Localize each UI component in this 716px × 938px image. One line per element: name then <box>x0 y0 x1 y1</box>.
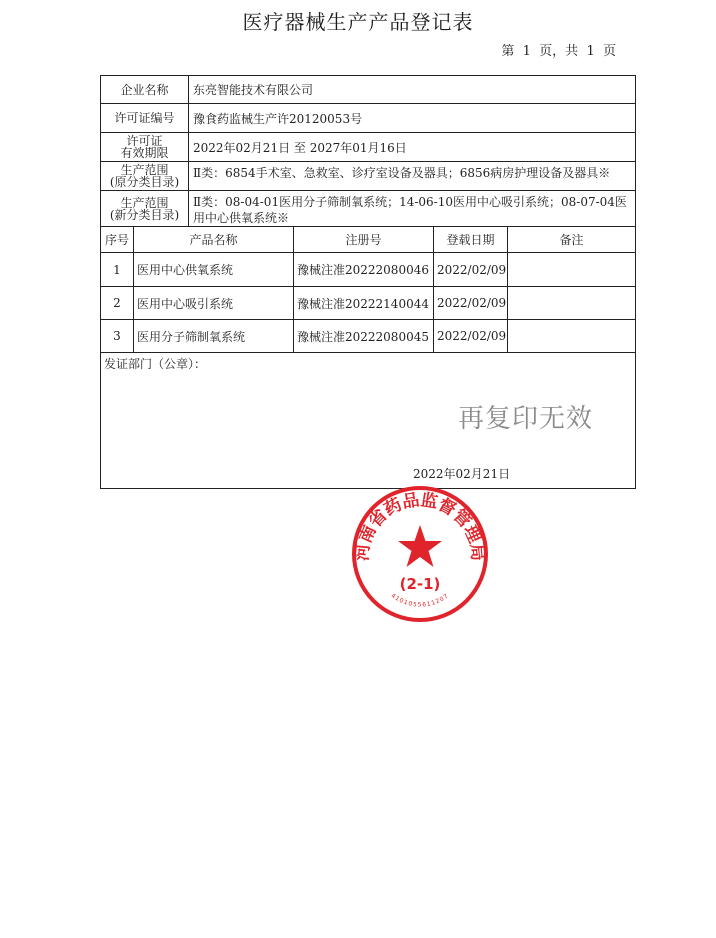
field-row-company <box>101 76 635 104</box>
page-total: 1 <box>586 44 595 59</box>
product-name: 医用中心供氧系统 <box>134 253 294 286</box>
remark <box>508 320 635 352</box>
page-middle: 页，共 <box>539 44 579 59</box>
registration-number: 豫械注准20222140044 <box>294 287 434 319</box>
header-cell: 产品名称 <box>134 227 294 252</box>
table-header <box>101 227 635 253</box>
field-row-validity <box>101 133 635 162</box>
scope-new-value: Ⅱ类：08-04-01医用分子筛制氧系统；14-06-10医用中心吸引系统；08-07-04医用中心供氧系统※ <box>193 195 627 225</box>
registration-number: 豫械注准20222080045 <box>294 320 434 352</box>
row-number: 3 <box>101 320 134 352</box>
scope-old-value: Ⅱ类：6854手术室、急救室、诊疗室设备及器具；6856病房护理设备及器具※ <box>193 166 611 180</box>
issue-date: 2022年02月21日 <box>413 467 511 481</box>
field-label-line: 生产范围 <box>120 163 169 177</box>
row-number: 1 <box>101 253 134 286</box>
registration-form <box>100 75 636 489</box>
field-label <box>101 133 189 161</box>
seal-name-text: 河南省药品监督管理局 <box>352 490 488 562</box>
watermark-text: 再复印无效 <box>458 404 594 434</box>
company-name-value: 东亮智能技术有限公司 <box>193 83 314 97</box>
row-number: 2 <box>101 287 134 319</box>
field-label-line: (新分类目录) <box>109 207 180 222</box>
field-label <box>101 191 189 226</box>
registration-number: 豫械注准20222080046 <box>294 253 434 286</box>
listing-date: 2022/02/09 <box>434 253 508 286</box>
official-seal <box>351 485 489 623</box>
listing-date: 2022/02/09 <box>434 287 508 319</box>
field-row-scope-new <box>101 191 635 227</box>
header-cell: 备注 <box>559 233 584 247</box>
field-label <box>101 162 189 190</box>
product-name: 医用分子筛制氧系统 <box>134 320 294 352</box>
remark <box>508 287 635 319</box>
seal-code: (2-1) <box>399 575 441 593</box>
table-row <box>101 253 635 287</box>
page-indicator <box>501 40 616 59</box>
field-row-scope-old <box>101 162 635 191</box>
field-label-line: 许可证 <box>126 134 163 148</box>
page-prefix: 第 <box>501 44 515 59</box>
remark <box>508 253 635 286</box>
field-label-line: (原分类目录) <box>109 175 180 189</box>
field-label: 许可证编号 <box>101 104 189 132</box>
listing-date: 2022/02/09 <box>434 320 508 352</box>
page-title: 医疗器械生产产品登记表 <box>242 10 474 34</box>
table-row <box>101 287 635 320</box>
seal-serial: 4101055611207 <box>389 592 451 609</box>
page-suffix: 页 <box>602 44 616 59</box>
seal-star-icon <box>398 525 442 567</box>
table-row <box>101 320 635 353</box>
header-cell: 序号 <box>101 227 134 252</box>
page-current: 1 <box>522 44 531 59</box>
license-number-value: 豫食药监械生产许20120053号 <box>193 111 363 126</box>
field-label-line: 有效期限 <box>120 146 169 160</box>
product-name: 医用中心吸引系统 <box>134 287 294 319</box>
field-label-line: 生产范围 <box>120 195 169 210</box>
field-label: 企业名称 <box>101 76 189 103</box>
issuer-label: 发证部门（公章）： <box>104 357 207 371</box>
header-cell: 注册号 <box>294 227 434 252</box>
validity-value: 2022年02月21日 至 2027年01月16日 <box>193 140 407 155</box>
header-cell: 登载日期 <box>434 227 508 252</box>
field-row-license <box>101 104 635 133</box>
